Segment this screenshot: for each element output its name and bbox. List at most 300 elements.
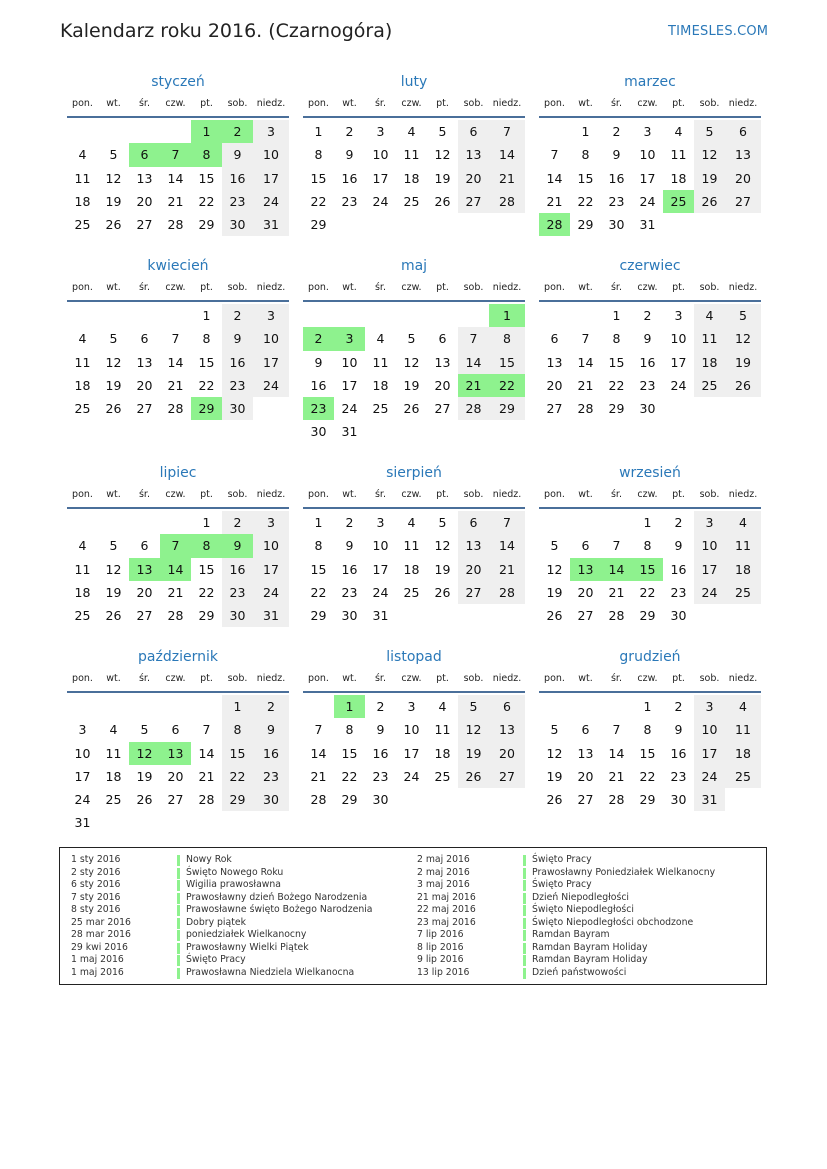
day-cell[interactable]: 13 xyxy=(136,170,153,186)
day-cell[interactable]: 17 xyxy=(253,167,289,190)
day-cell[interactable]: 15 xyxy=(632,558,663,581)
day-cell[interactable]: 30 xyxy=(253,788,289,811)
day-cell[interactable]: 27 xyxy=(577,608,594,624)
day-cell[interactable]: 20 xyxy=(458,167,489,190)
day-cell[interactable]: 3 xyxy=(643,124,652,139)
day-cell[interactable]: 8 xyxy=(581,147,590,163)
day-cell[interactable]: 10 xyxy=(372,147,389,163)
day-cell[interactable]: 25 xyxy=(105,792,122,808)
day-cell[interactable]: 28 xyxy=(167,401,184,417)
day-cell[interactable]: 9 xyxy=(253,718,289,741)
day-cell[interactable]: 21 xyxy=(310,768,327,784)
day-cell[interactable]: 20 xyxy=(546,377,563,393)
day-cell[interactable]: 22 xyxy=(198,377,215,393)
day-cell[interactable]: 18 xyxy=(74,377,91,393)
day-cell[interactable]: 6 xyxy=(458,120,489,143)
day-cell[interactable]: 17 xyxy=(670,354,687,370)
day-cell[interactable]: 2 xyxy=(674,699,683,714)
day-cell[interactable]: 9 xyxy=(345,147,354,163)
day-cell[interactable]: 3 xyxy=(78,722,87,738)
day-cell[interactable]: 9 xyxy=(643,331,652,347)
day-cell[interactable]: 30 xyxy=(670,608,687,624)
day-cell[interactable]: 24 xyxy=(670,377,687,393)
day-cell[interactable]: 5 xyxy=(550,722,559,738)
day-cell[interactable]: 4 xyxy=(376,331,385,347)
day-cell[interactable]: 18 xyxy=(74,193,91,209)
day-cell[interactable]: 12 xyxy=(458,718,489,741)
day-cell[interactable]: 7 xyxy=(160,143,191,166)
day-cell[interactable]: 12 xyxy=(434,147,451,163)
day-cell[interactable]: 25 xyxy=(74,608,91,624)
day-cell[interactable]: 21 xyxy=(489,558,525,581)
day-cell[interactable]: 18 xyxy=(725,742,761,765)
day-cell[interactable]: 19 xyxy=(694,167,725,190)
day-cell[interactable]: 26 xyxy=(105,401,122,417)
day-cell[interactable]: 13 xyxy=(129,558,160,581)
day-cell[interactable]: 16 xyxy=(341,561,358,577)
day-cell[interactable]: 12 xyxy=(105,354,122,370)
day-cell[interactable]: 19 xyxy=(136,768,153,784)
day-cell[interactable]: 7 xyxy=(550,147,559,163)
day-cell[interactable]: 15 xyxy=(577,170,594,186)
day-cell[interactable]: 29 xyxy=(191,397,222,420)
day-cell[interactable]: 6 xyxy=(458,511,489,534)
day-cell[interactable]: 22 xyxy=(310,584,327,600)
day-cell[interactable]: 12 xyxy=(694,143,725,166)
day-cell[interactable]: 28 xyxy=(489,190,525,213)
day-cell[interactable]: 4 xyxy=(694,304,725,327)
day-cell[interactable]: 28 xyxy=(167,608,184,624)
day-cell[interactable]: 18 xyxy=(403,170,420,186)
day-cell[interactable]: 12 xyxy=(105,561,122,577)
day-cell[interactable]: 1 xyxy=(581,124,590,139)
day-cell[interactable]: 8 xyxy=(314,147,323,163)
day-cell[interactable]: 10 xyxy=(341,354,358,370)
day-cell[interactable]: 12 xyxy=(546,745,563,761)
day-cell[interactable]: 26 xyxy=(725,374,761,397)
day-cell[interactable]: 13 xyxy=(725,143,761,166)
day-cell[interactable]: 13 xyxy=(577,745,594,761)
day-cell[interactable]: 20 xyxy=(136,377,153,393)
day-cell[interactable]: 10 xyxy=(670,331,687,347)
day-cell[interactable]: 29 xyxy=(639,792,656,808)
day-cell[interactable]: 31 xyxy=(639,217,656,233)
day-cell[interactable]: 8 xyxy=(643,722,652,738)
day-cell[interactable]: 30 xyxy=(639,401,656,417)
day-cell[interactable]: 27 xyxy=(458,190,489,213)
day-cell[interactable]: 28 xyxy=(310,792,327,808)
day-cell[interactable]: 29 xyxy=(577,217,594,233)
day-cell[interactable]: 14 xyxy=(489,143,525,166)
day-cell[interactable]: 1 xyxy=(222,695,253,718)
day-cell[interactable]: 6 xyxy=(550,331,559,347)
day-cell[interactable]: 11 xyxy=(74,561,91,577)
day-cell[interactable]: 28 xyxy=(539,213,570,236)
day-cell[interactable]: 26 xyxy=(546,792,563,808)
day-cell[interactable]: 23 xyxy=(670,584,687,600)
day-cell[interactable]: 10 xyxy=(694,718,725,741)
day-cell[interactable]: 3 xyxy=(694,695,725,718)
day-cell[interactable]: 3 xyxy=(334,327,365,350)
day-cell[interactable]: 27 xyxy=(167,792,184,808)
day-cell[interactable]: 3 xyxy=(376,515,385,530)
day-cell[interactable]: 23 xyxy=(608,193,625,209)
day-cell[interactable]: 15 xyxy=(310,170,327,186)
day-cell[interactable]: 31 xyxy=(253,604,289,627)
day-cell[interactable]: 29 xyxy=(222,788,253,811)
day-cell[interactable]: 24 xyxy=(639,193,656,209)
day-cell[interactable]: 26 xyxy=(136,792,153,808)
day-cell[interactable]: 23 xyxy=(222,190,253,213)
day-cell[interactable]: 30 xyxy=(372,792,389,808)
day-cell[interactable]: 5 xyxy=(438,515,447,530)
day-cell[interactable]: 1 xyxy=(643,515,652,530)
day-cell[interactable]: 21 xyxy=(458,374,489,397)
day-cell[interactable]: 7 xyxy=(612,538,621,554)
day-cell[interactable]: 19 xyxy=(434,561,451,577)
day-cell[interactable]: 8 xyxy=(222,718,253,741)
day-cell[interactable]: 28 xyxy=(608,608,625,624)
day-cell[interactable]: 23 xyxy=(253,765,289,788)
day-cell[interactable]: 14 xyxy=(577,354,594,370)
day-cell[interactable]: 24 xyxy=(694,765,725,788)
day-cell[interactable]: 20 xyxy=(167,768,184,784)
day-cell[interactable]: 5 xyxy=(407,331,416,347)
day-cell[interactable]: 14 xyxy=(608,745,625,761)
day-cell[interactable]: 22 xyxy=(608,377,625,393)
day-cell[interactable]: 11 xyxy=(105,745,122,761)
day-cell[interactable]: 16 xyxy=(670,561,687,577)
day-cell[interactable]: 3 xyxy=(253,511,289,534)
day-cell[interactable]: 14 xyxy=(601,558,632,581)
day-cell[interactable]: 12 xyxy=(725,327,761,350)
day-cell[interactable]: 8 xyxy=(345,722,354,738)
day-cell[interactable]: 26 xyxy=(105,217,122,233)
day-cell[interactable]: 29 xyxy=(639,608,656,624)
day-cell[interactable]: 29 xyxy=(489,397,525,420)
day-cell[interactable]: 30 xyxy=(608,217,625,233)
day-cell[interactable]: 10 xyxy=(253,143,289,166)
day-cell[interactable]: 25 xyxy=(434,768,451,784)
day-cell[interactable]: 4 xyxy=(78,331,87,347)
day-cell[interactable]: 16 xyxy=(639,354,656,370)
day-cell[interactable]: 14 xyxy=(458,351,489,374)
day-cell[interactable]: 19 xyxy=(105,193,122,209)
day-cell[interactable]: 1 xyxy=(489,304,525,327)
day-cell[interactable]: 29 xyxy=(608,401,625,417)
day-cell[interactable]: 21 xyxy=(167,377,184,393)
day-cell[interactable]: 3 xyxy=(694,511,725,534)
day-cell[interactable]: 8 xyxy=(643,538,652,554)
day-cell[interactable]: 31 xyxy=(341,424,358,440)
day-cell[interactable]: 15 xyxy=(489,351,525,374)
day-cell[interactable]: 24 xyxy=(372,193,389,209)
day-cell[interactable]: 30 xyxy=(222,604,253,627)
day-cell[interactable]: 11 xyxy=(694,327,725,350)
day-cell[interactable]: 27 xyxy=(546,401,563,417)
day-cell[interactable]: 20 xyxy=(458,558,489,581)
day-cell[interactable]: 19 xyxy=(458,742,489,765)
day-cell[interactable]: 8 xyxy=(489,327,525,350)
day-cell[interactable]: 4 xyxy=(78,147,87,163)
day-cell[interactable]: 23 xyxy=(670,768,687,784)
day-cell[interactable]: 25 xyxy=(74,217,91,233)
day-cell[interactable]: 21 xyxy=(546,193,563,209)
day-cell[interactable]: 23 xyxy=(639,377,656,393)
day-cell[interactable]: 12 xyxy=(129,742,160,765)
day-cell[interactable]: 22 xyxy=(639,768,656,784)
day-cell[interactable]: 26 xyxy=(546,608,563,624)
day-cell[interactable]: 9 xyxy=(314,354,323,370)
day-cell[interactable]: 22 xyxy=(310,193,327,209)
day-cell[interactable]: 11 xyxy=(670,147,687,163)
day-cell[interactable]: 11 xyxy=(403,147,420,163)
day-cell[interactable]: 13 xyxy=(489,718,525,741)
day-cell[interactable]: 30 xyxy=(222,397,253,420)
day-cell[interactable]: 19 xyxy=(105,584,122,600)
day-cell[interactable]: 5 xyxy=(694,120,725,143)
day-cell[interactable]: 30 xyxy=(341,608,358,624)
day-cell[interactable]: 18 xyxy=(725,558,761,581)
day-cell[interactable]: 5 xyxy=(725,304,761,327)
day-cell[interactable]: 17 xyxy=(372,170,389,186)
day-cell[interactable]: 22 xyxy=(577,193,594,209)
day-cell[interactable]: 18 xyxy=(670,170,687,186)
day-cell[interactable]: 21 xyxy=(198,768,215,784)
day-cell[interactable]: 11 xyxy=(372,354,389,370)
day-cell[interactable]: 21 xyxy=(577,377,594,393)
day-cell[interactable]: 23 xyxy=(303,397,334,420)
day-cell[interactable]: 6 xyxy=(140,538,149,554)
day-cell[interactable]: 24 xyxy=(372,584,389,600)
day-cell[interactable]: 6 xyxy=(581,538,590,554)
day-cell[interactable]: 14 xyxy=(167,354,184,370)
day-cell[interactable]: 15 xyxy=(310,561,327,577)
day-cell[interactable]: 29 xyxy=(310,217,327,233)
day-cell[interactable]: 7 xyxy=(458,327,489,350)
day-cell[interactable]: 30 xyxy=(670,792,687,808)
day-cell[interactable]: 10 xyxy=(372,538,389,554)
day-cell[interactable]: 23 xyxy=(372,768,389,784)
day-cell[interactable]: 1 xyxy=(314,515,323,530)
day-cell[interactable]: 4 xyxy=(407,515,416,530)
day-cell[interactable]: 3 xyxy=(376,124,385,139)
day-cell[interactable]: 18 xyxy=(74,584,91,600)
day-cell[interactable]: 26 xyxy=(434,584,451,600)
day-cell[interactable]: 16 xyxy=(222,167,253,190)
day-cell[interactable]: 28 xyxy=(167,217,184,233)
day-cell[interactable]: 25 xyxy=(694,374,725,397)
day-cell[interactable]: 3 xyxy=(253,304,289,327)
day-cell[interactable]: 7 xyxy=(581,331,590,347)
day-cell[interactable]: 6 xyxy=(581,722,590,738)
day-cell[interactable]: 1 xyxy=(202,308,211,323)
day-cell[interactable]: 4 xyxy=(725,511,761,534)
day-cell[interactable]: 23 xyxy=(222,581,253,604)
day-cell[interactable]: 6 xyxy=(438,331,447,347)
day-cell[interactable]: 17 xyxy=(639,170,656,186)
day-cell[interactable]: 28 xyxy=(577,401,594,417)
day-cell[interactable]: 16 xyxy=(253,742,289,765)
day-cell[interactable]: 29 xyxy=(198,608,215,624)
day-cell[interactable]: 19 xyxy=(403,377,420,393)
day-cell[interactable]: 30 xyxy=(222,213,253,236)
day-cell[interactable]: 20 xyxy=(434,377,451,393)
day-cell[interactable]: 15 xyxy=(198,170,215,186)
day-cell[interactable]: 20 xyxy=(725,167,761,190)
day-cell[interactable]: 25 xyxy=(403,584,420,600)
day-cell[interactable]: 14 xyxy=(546,170,563,186)
day-cell[interactable]: 30 xyxy=(310,424,327,440)
day-cell[interactable]: 10 xyxy=(253,534,289,557)
day-cell[interactable]: 23 xyxy=(222,374,253,397)
day-cell[interactable]: 10 xyxy=(694,534,725,557)
day-cell[interactable]: 5 xyxy=(550,538,559,554)
day-cell[interactable]: 27 xyxy=(136,401,153,417)
day-cell[interactable]: 17 xyxy=(694,742,725,765)
day-cell[interactable]: 18 xyxy=(434,745,451,761)
day-cell[interactable]: 14 xyxy=(310,745,327,761)
day-cell[interactable]: 16 xyxy=(341,170,358,186)
day-cell[interactable]: 27 xyxy=(136,608,153,624)
day-cell[interactable]: 26 xyxy=(434,193,451,209)
day-cell[interactable]: 21 xyxy=(167,584,184,600)
day-cell[interactable]: 25 xyxy=(74,401,91,417)
day-cell[interactable]: 6 xyxy=(489,695,525,718)
day-cell[interactable]: 1 xyxy=(314,124,323,139)
day-cell[interactable]: 28 xyxy=(458,397,489,420)
day-cell[interactable]: 8 xyxy=(202,331,211,347)
day-cell[interactable]: 25 xyxy=(663,190,694,213)
day-cell[interactable]: 16 xyxy=(222,351,253,374)
day-cell[interactable]: 5 xyxy=(109,538,118,554)
day-cell[interactable]: 17 xyxy=(253,351,289,374)
day-cell[interactable]: 14 xyxy=(489,534,525,557)
day-cell[interactable]: 11 xyxy=(434,722,451,738)
day-cell[interactable]: 28 xyxy=(489,581,525,604)
day-cell[interactable]: 8 xyxy=(191,534,222,557)
day-cell[interactable]: 25 xyxy=(372,401,389,417)
day-cell[interactable]: 7 xyxy=(171,331,180,347)
day-cell[interactable]: 10 xyxy=(74,745,91,761)
day-cell[interactable]: 13 xyxy=(458,534,489,557)
day-cell[interactable]: 13 xyxy=(136,354,153,370)
day-cell[interactable]: 29 xyxy=(341,792,358,808)
day-cell[interactable]: 17 xyxy=(372,561,389,577)
day-cell[interactable]: 27 xyxy=(489,765,525,788)
day-cell[interactable]: 7 xyxy=(314,722,323,738)
day-cell[interactable]: 27 xyxy=(434,401,451,417)
day-cell[interactable]: 10 xyxy=(253,327,289,350)
brand-link[interactable]: TIMESLES.COM xyxy=(668,24,769,39)
day-cell[interactable]: 11 xyxy=(403,538,420,554)
day-cell[interactable]: 1 xyxy=(191,120,222,143)
day-cell[interactable]: 16 xyxy=(608,170,625,186)
day-cell[interactable]: 3 xyxy=(253,120,289,143)
day-cell[interactable]: 11 xyxy=(74,354,91,370)
day-cell[interactable]: 15 xyxy=(222,742,253,765)
day-cell[interactable]: 9 xyxy=(612,147,621,163)
day-cell[interactable]: 13 xyxy=(160,742,191,765)
day-cell[interactable]: 11 xyxy=(74,170,91,186)
day-cell[interactable]: 24 xyxy=(74,792,91,808)
day-cell[interactable]: 2 xyxy=(222,304,253,327)
day-cell[interactable]: 12 xyxy=(105,170,122,186)
day-cell[interactable]: 2 xyxy=(612,124,621,139)
day-cell[interactable]: 21 xyxy=(489,167,525,190)
day-cell[interactable]: 26 xyxy=(105,608,122,624)
day-cell[interactable]: 15 xyxy=(198,354,215,370)
day-cell[interactable]: 1 xyxy=(643,699,652,714)
day-cell[interactable]: 7 xyxy=(489,120,525,143)
day-cell[interactable]: 4 xyxy=(78,538,87,554)
day-cell[interactable]: 19 xyxy=(105,377,122,393)
day-cell[interactable]: 26 xyxy=(403,401,420,417)
day-cell[interactable]: 23 xyxy=(341,584,358,600)
day-cell[interactable]: 26 xyxy=(458,765,489,788)
day-cell[interactable]: 5 xyxy=(140,722,149,738)
day-cell[interactable]: 12 xyxy=(546,561,563,577)
day-cell[interactable]: 24 xyxy=(253,190,289,213)
day-cell[interactable]: 20 xyxy=(489,742,525,765)
day-cell[interactable]: 27 xyxy=(577,792,594,808)
day-cell[interactable]: 9 xyxy=(222,327,253,350)
day-cell[interactable]: 21 xyxy=(608,584,625,600)
day-cell[interactable]: 22 xyxy=(198,584,215,600)
day-cell[interactable]: 9 xyxy=(674,538,683,554)
day-cell[interactable]: 8 xyxy=(191,143,222,166)
day-cell[interactable]: 2 xyxy=(376,699,385,714)
day-cell[interactable]: 7 xyxy=(202,722,211,738)
day-cell[interactable]: 27 xyxy=(725,190,761,213)
day-cell[interactable]: 10 xyxy=(403,722,420,738)
day-cell[interactable]: 15 xyxy=(198,561,215,577)
day-cell[interactable]: 2 xyxy=(345,124,354,139)
day-cell[interactable]: 24 xyxy=(253,374,289,397)
day-cell[interactable]: 23 xyxy=(341,193,358,209)
day-cell[interactable]: 9 xyxy=(376,722,385,738)
day-cell[interactable]: 4 xyxy=(109,722,118,738)
day-cell[interactable]: 5 xyxy=(458,695,489,718)
day-cell[interactable]: 17 xyxy=(253,558,289,581)
day-cell[interactable]: 20 xyxy=(577,768,594,784)
day-cell[interactable]: 7 xyxy=(160,534,191,557)
day-cell[interactable]: 21 xyxy=(608,768,625,784)
day-cell[interactable]: 18 xyxy=(403,561,420,577)
day-cell[interactable]: 1 xyxy=(334,695,365,718)
day-cell[interactable]: 11 xyxy=(725,718,761,741)
day-cell[interactable]: 8 xyxy=(314,538,323,554)
day-cell[interactable]: 19 xyxy=(546,768,563,784)
day-cell[interactable]: 2 xyxy=(303,327,334,350)
day-cell[interactable]: 31 xyxy=(74,815,91,831)
day-cell[interactable]: 12 xyxy=(403,354,420,370)
day-cell[interactable]: 22 xyxy=(341,768,358,784)
day-cell[interactable]: 18 xyxy=(372,377,389,393)
day-cell[interactable]: 15 xyxy=(639,745,656,761)
day-cell[interactable]: 18 xyxy=(105,768,122,784)
day-cell[interactable]: 27 xyxy=(136,217,153,233)
day-cell[interactable]: 3 xyxy=(674,308,683,323)
day-cell[interactable]: 11 xyxy=(725,534,761,557)
day-cell[interactable]: 19 xyxy=(434,170,451,186)
day-cell[interactable]: 13 xyxy=(570,558,601,581)
day-cell[interactable]: 29 xyxy=(198,217,215,233)
day-cell[interactable]: 5 xyxy=(109,331,118,347)
day-cell[interactable]: 2 xyxy=(345,515,354,530)
day-cell[interactable]: 2 xyxy=(643,308,652,323)
day-cell[interactable]: 9 xyxy=(222,534,253,557)
